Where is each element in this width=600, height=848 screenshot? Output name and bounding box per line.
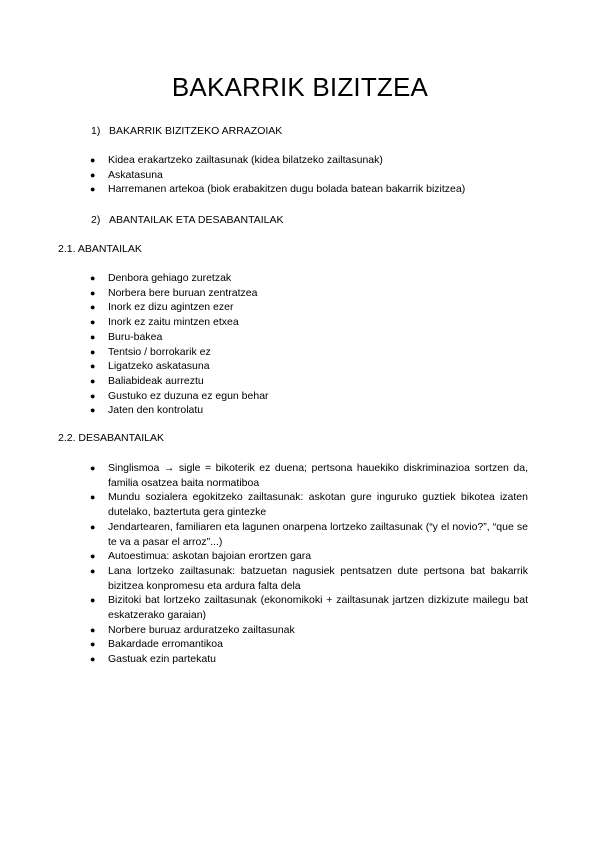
list-item xyxy=(0,300,528,315)
bullet-icon: ● xyxy=(90,521,96,532)
bullet-icon: ● xyxy=(90,639,96,650)
section-heading-2 xyxy=(91,214,283,226)
list-item xyxy=(0,286,528,301)
list-item xyxy=(0,389,528,404)
list-item xyxy=(0,359,528,374)
bullet-icon: ● xyxy=(90,169,96,180)
list-item-text: Gustuko ez duzuna ez egun behar xyxy=(108,389,269,402)
bullet-icon: ● xyxy=(90,287,96,298)
bullet-icon: ● xyxy=(90,595,96,606)
disadvantages-list xyxy=(0,461,528,667)
list-item-text: Inork ez zaitu mintzen etxea xyxy=(108,316,239,329)
list-item xyxy=(0,461,528,490)
list-item xyxy=(0,652,528,667)
list-item xyxy=(0,637,528,652)
list-item xyxy=(0,153,528,168)
list-item xyxy=(0,345,528,360)
bullet-icon: ● xyxy=(90,492,96,503)
list-item-text: Tentsio / borrokarik ez xyxy=(108,345,211,358)
list-item xyxy=(0,623,528,638)
bullet-icon: ● xyxy=(90,654,96,665)
advantages-list xyxy=(0,271,528,418)
list-item-text: Kidea erakartzeko zailtasunak (kidea bilatzeko zailtasunak) xyxy=(108,154,383,166)
list-item-text: Bizitoki bat lortzeko zailtasunak (ekonomikoki + zailtasunak jartzen dizkizute mailegu bat eskatzerako garaian) xyxy=(108,594,528,622)
bullet-icon: ● xyxy=(90,302,96,313)
bullet-icon: ● xyxy=(90,184,96,195)
list-item-text: Jendartearen, familiaren eta lagunen onarpena lortzeko zailtasunak (“y el novio?”, “que se te va a pasar el arroz”...) xyxy=(108,520,528,548)
bullet-icon: ● xyxy=(90,624,96,635)
bullet-icon: ● xyxy=(90,405,96,416)
bullet-icon: ● xyxy=(90,551,96,562)
section-heading-1 xyxy=(91,125,282,137)
list-item-text: Denbora gehiago zuretzak xyxy=(108,272,232,284)
list-item xyxy=(0,549,528,564)
list-item-text: Buru-bakea xyxy=(108,330,163,343)
list-item-text: Singlismoa → sigle = bikoterik ez duena; pertsona hauekiko diskriminazioa sortzen da, familia osatzea baita normatiboa xyxy=(108,462,528,489)
bullet-icon: ● xyxy=(90,375,96,386)
list-item-text: Gastuak ezin partekatu xyxy=(108,653,216,666)
bullet-icon: ● xyxy=(90,331,96,342)
list-item xyxy=(0,520,528,549)
bullet-icon: ● xyxy=(90,390,96,401)
page-title: BAKARRIK BIZITZEA xyxy=(171,72,429,102)
list-item-text: Lana lortzeko zailtasunak: batzuetan nagusiek pentsatzen dute pertsona bat bakarrik bizitzea konpromesu eta ardura falta dela xyxy=(108,564,528,592)
subsection-heading-disadvantages: 2.2. DESABANTAILAK xyxy=(58,432,165,444)
list-item xyxy=(0,271,528,286)
list-item xyxy=(0,403,528,418)
list-item xyxy=(0,168,528,183)
list-item-text: Jaten den kontrolatu xyxy=(108,404,204,417)
list-item-text: Ligatzeko askatasuna xyxy=(108,360,210,373)
list-item xyxy=(0,315,528,330)
section-number: 2) xyxy=(91,214,101,226)
list-item-text: Askatasuna xyxy=(108,168,163,181)
reasons-list xyxy=(0,153,528,197)
bullet-icon: ● xyxy=(90,346,96,357)
bullet-icon: ● xyxy=(90,565,96,576)
list-item-text: Inork ez dizu agintzen ezer xyxy=(108,301,234,314)
list-item-text: Autoestimua: askotan bajoian erortzen gara xyxy=(108,550,312,563)
list-item xyxy=(0,490,528,519)
list-item xyxy=(0,330,528,345)
bullet-icon: ● xyxy=(90,155,96,165)
list-item xyxy=(0,182,528,197)
list-item-text: Norbere buruaz arduratzeko zailtasunak xyxy=(108,623,295,636)
list-item xyxy=(0,593,528,622)
bullet-icon: ● xyxy=(90,463,96,473)
bullet-icon: ● xyxy=(90,361,96,372)
list-item xyxy=(0,374,528,389)
section-heading-text: ABANTAILAK ETA DESABANTAILAK xyxy=(109,214,284,226)
section-number: 1) xyxy=(91,125,101,137)
list-item xyxy=(0,564,528,593)
list-item-text: Bakardade erromantikoa xyxy=(108,638,223,651)
section-heading-text: BAKARRIK BIZITZEKO ARRAZOIAK xyxy=(109,125,283,137)
list-item-text: Mundu sozialera egokitzeko zailtasunak: askotan gure inguruko guztiek bikotea izaten dutelako, baztertuta gera gintezke xyxy=(108,491,528,519)
list-item-text: Harremanen artekoa (biok erabakitzen dugu bolada batean bakarrik bizitzea) xyxy=(108,183,466,196)
bullet-icon: ● xyxy=(90,317,96,328)
bullet-icon: ● xyxy=(90,273,96,283)
list-item-text: Norbera bere buruan zentratzea xyxy=(108,286,258,299)
subsection-heading-advantages: 2.1. ABANTAILAK xyxy=(58,243,142,255)
list-item-text: Baliabideak aurreztu xyxy=(108,374,204,387)
